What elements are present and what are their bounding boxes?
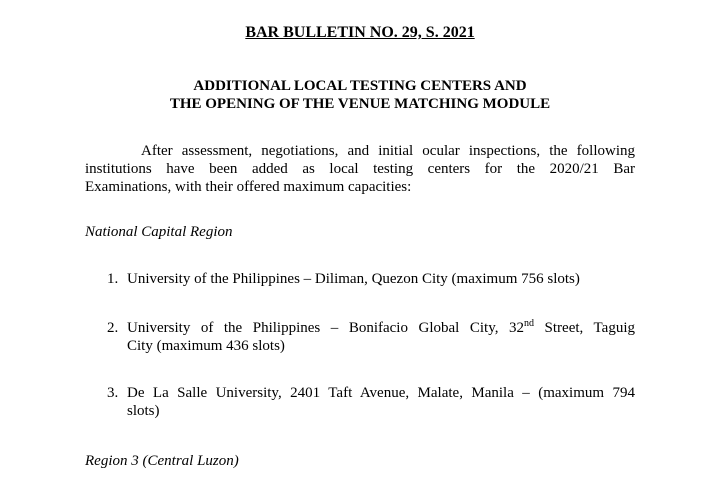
list-item-line: City (maximum 436 slots) — [127, 338, 285, 354]
list-item-text — [127, 270, 635, 288]
subject-line-2: THE OPENING OF THE VENUE MATCHING MODULE — [169, 96, 551, 112]
list-item-text — [127, 384, 635, 420]
bulletin-subject — [0, 77, 720, 113]
list-item-text — [127, 319, 635, 355]
list-item-number: 3. — [107, 385, 119, 401]
list-item-number: 1. — [107, 271, 119, 287]
list-item-line-part: Street, Taguig — [534, 320, 635, 336]
region-heading-central-luzon: Region 3 (Central Luzon) — [85, 453, 239, 469]
subject-line-1: ADDITIONAL LOCAL TESTING CENTERS AND — [193, 78, 527, 94]
intro-line: Examinations, with their offered maximum capacities: — [85, 179, 412, 195]
list-item-line: slots) — [127, 403, 160, 419]
ordinal-suffix: nd — [524, 318, 535, 329]
list-item-line-part: University of the Philippines – Bonifacio Global City, 32 — [127, 320, 525, 336]
region-heading-ncr: National Capital Region — [85, 224, 233, 240]
list-item-line: De La Salle University, 2401 Taft Avenue, Malate, Manila – (maximum 794 — [127, 385, 635, 401]
intro-paragraph — [85, 142, 635, 196]
intro-line: After assessment, negotiations, and initial ocular inspections, the following — [141, 143, 635, 159]
bulletin-title: BAR BULLETIN NO. 29, S. 2021 — [245, 24, 475, 41]
list-item-line: University of the Philippines – Diliman, Quezon City (maximum 756 slots) — [127, 271, 580, 287]
list-item-line — [127, 319, 635, 337]
intro-line: institutions have been added as local testing centers for the 2020/21 Bar — [85, 161, 635, 177]
list-item-number: 2. — [107, 320, 119, 336]
